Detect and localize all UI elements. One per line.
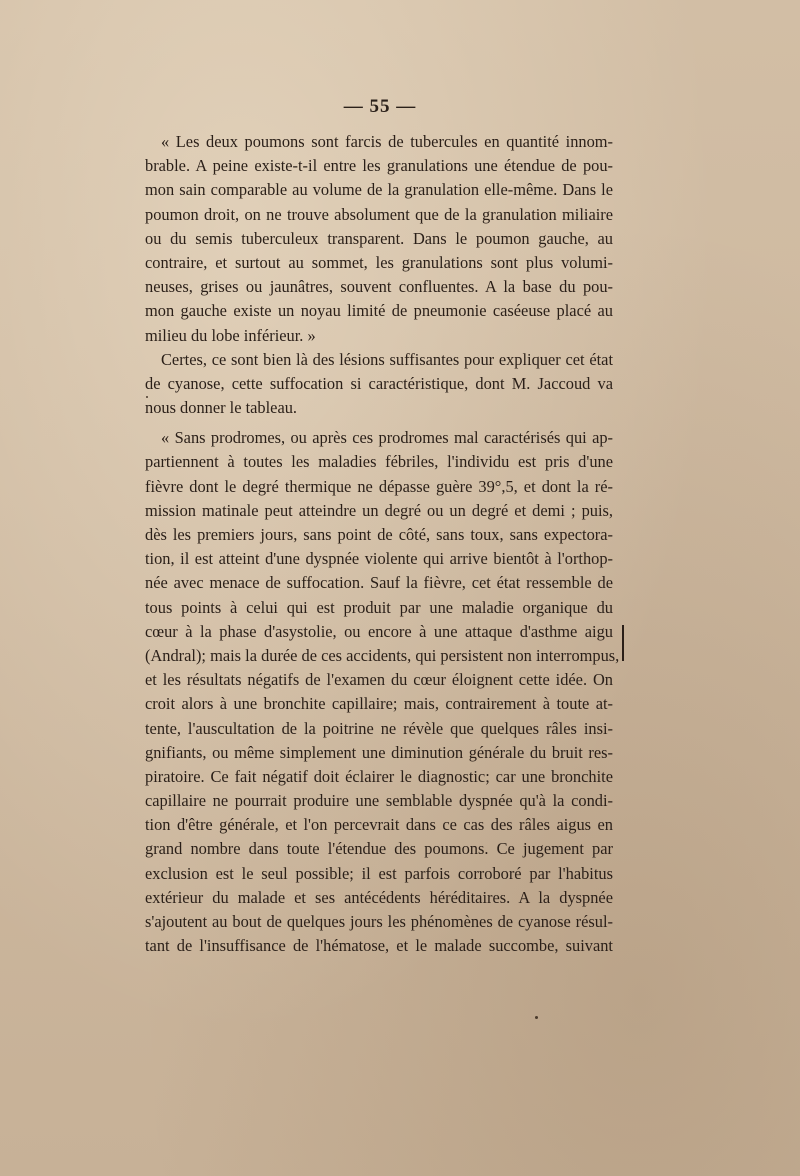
text-line: neuses, grises ou jaunâtres, souvent confluentes. A la base du pou- [145, 277, 613, 297]
text-line: tion d'être générale, et l'on percevrait dans ce cas des râles aigus en [145, 815, 613, 835]
text-line: contraire, et surtout au sommet, les granulations sont plus volumi- [145, 252, 613, 272]
paper-speck [535, 1016, 538, 1019]
text-line: fièvre dont le degré thermique ne dépasse guère 39°,5, et dont la ré- [145, 476, 613, 496]
text-line: « Les deux poumons sont farcis de tubercules en quantité innom- [161, 132, 613, 151]
text-line: tant de l'insuffisance de l'hématose, et le malade succombe, suivant [145, 936, 613, 956]
text-line: grand nombre dans toute l'étendue des poumons. Ce jugement par [145, 839, 613, 859]
body-text [145, 130, 620, 958]
text-line: (Andral); mais la durée de ces accidents, qui persistent non interrompus, [145, 645, 620, 665]
text-line: partiennent à toutes les maladies fébriles, l'individu est pris d'une [145, 452, 613, 472]
text-line: née avec menace de suffocation. Sauf la fièvre, cet état ressemble de [145, 573, 613, 593]
text-line: brable. A peine existe-t-il entre les granulations une étendue de pou- [145, 156, 613, 176]
text-line: piratoire. Ce fait négatif doit éclairer le diagnostic; car une bronchite [145, 766, 613, 786]
text-line: ou du semis tuberculeux transparent. Dans le poumon gauche, au [145, 228, 613, 248]
text-line: tion, il est atteint d'une dyspnée violente qui arrive bientôt à l'orthop- [145, 549, 613, 569]
text-line: de cyanose, cette suffocation si caractéristique, dont M. Jaccoud va [145, 373, 613, 393]
text-line: cœur à la phase d'asystolie, ou encore à une attaque d'asthme aigu [145, 621, 613, 641]
text-line: « Sans prodromes, ou après ces prodromes mal caractérisés qui ap- [161, 428, 613, 448]
text-line: et les résultats négatifs de l'examen du cœur éloignent cette idée. On [145, 670, 613, 690]
page-number: — 55 — [343, 96, 417, 117]
text-line: dès les premiers jours, sans point de côté, sans toux, sans expectora- [145, 525, 613, 544]
text-line: mon gauche existe un noyau limité de pneumonie caséeuse placé au [145, 301, 613, 321]
text-line: poumon droit, on ne trouve absolument que de la granulation miliaire [145, 204, 613, 224]
text-line: Certes, ce sont bien là des lésions suffisantes pour expliquer cet état [161, 349, 613, 369]
text-line: mon sain comparable au volume de la granulation elle-même. Dans le [145, 180, 613, 200]
paper-speck [146, 396, 148, 398]
margin-pencil-mark [622, 625, 624, 661]
text-line: tente, l'auscultation de la poitrine ne révèle que quelques râles insi- [145, 718, 613, 738]
text-line: nous donner le tableau. [145, 398, 298, 418]
text-line: milieu du lobe inférieur. » [145, 325, 316, 345]
text-line: extérieur du malade et ses antécédents héréditaires. A la dyspnée [145, 887, 613, 907]
text-line: tous points à celui qui est produit par une maladie organique du [145, 597, 613, 617]
text-line: exclusion est le seul possible; il est parfois corroboré par l'habitus [145, 863, 613, 883]
text-line: croit alors à une bronchite capillaire; mais, contrairement à toute at- [145, 694, 613, 714]
text-line: capillaire ne pourrait produire une semblable dyspnée qu'à la condi- [145, 791, 613, 811]
text-line: s'ajoutent au bout de quelques jours les phénomènes de cyanose résul- [145, 912, 613, 931]
text-line: gnifiants, ou même simplement une diminution générale du bruit res- [145, 742, 613, 762]
text-line: mission matinale peut atteindre un degré ou un degré et demi ; puis, [145, 500, 613, 520]
